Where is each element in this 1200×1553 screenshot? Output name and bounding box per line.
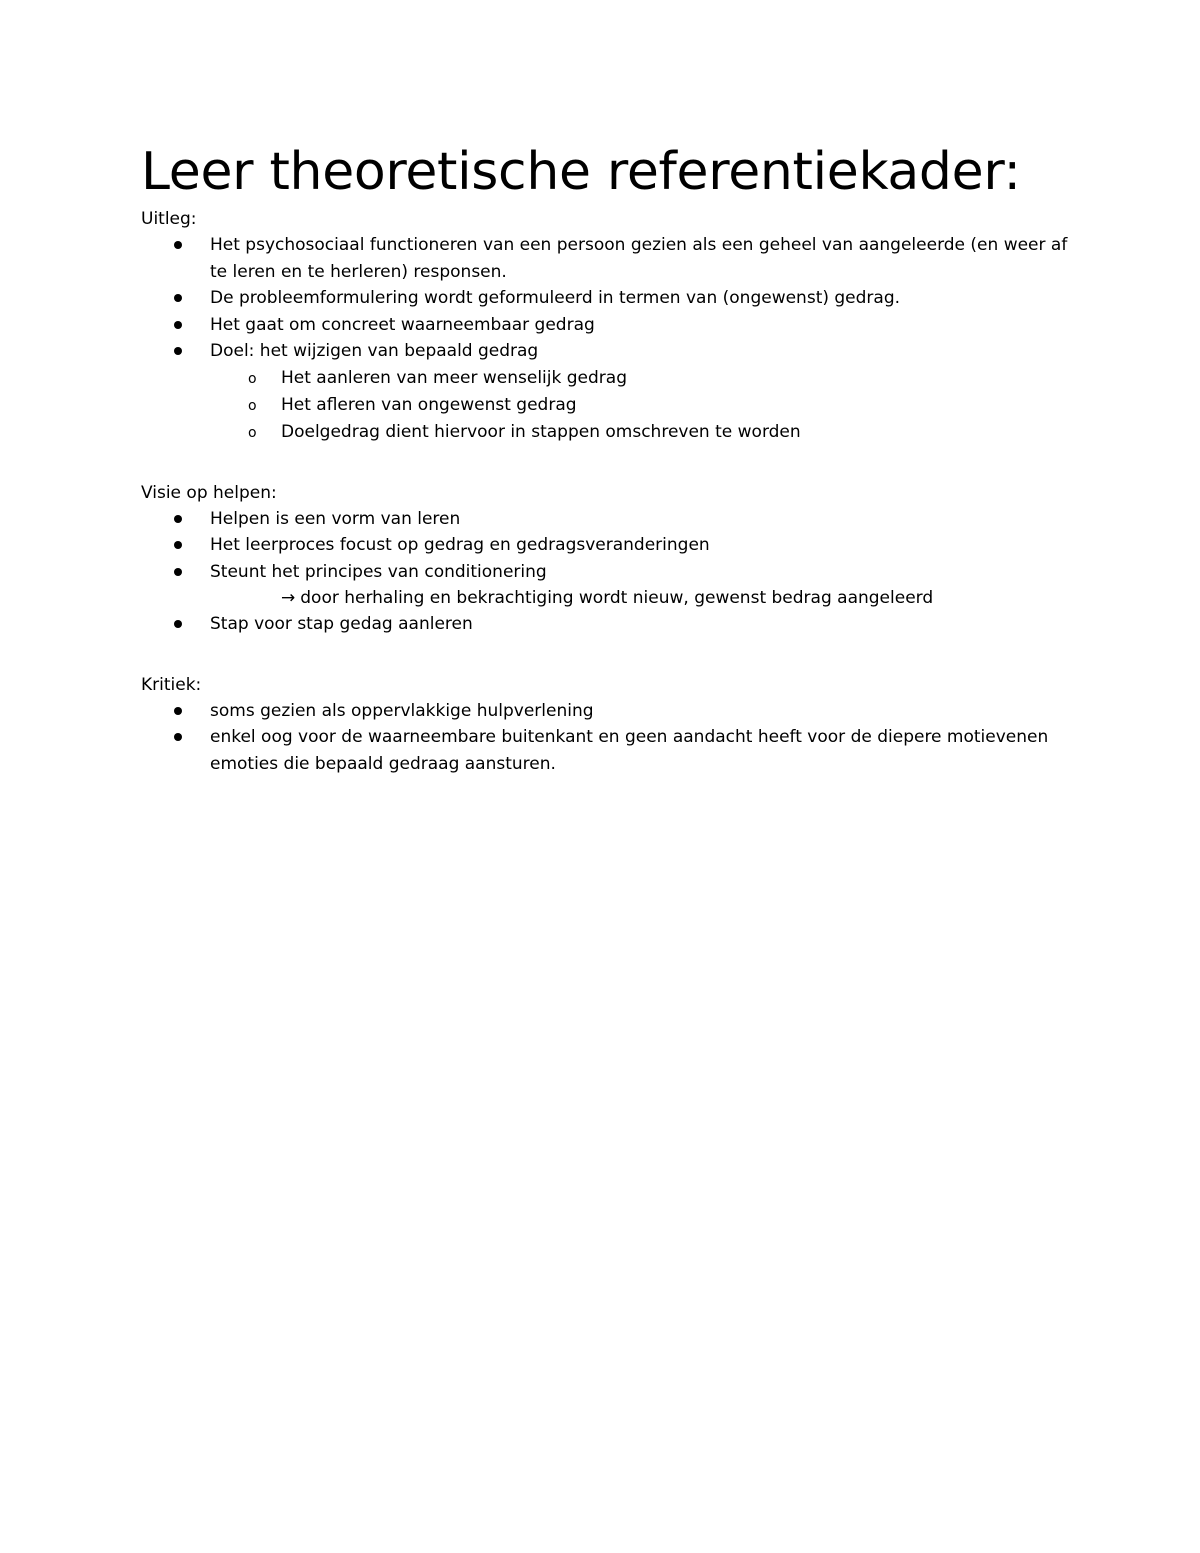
list-item-text: Het gaat om concreet waarneembaar gedrag bbox=[210, 314, 595, 335]
list-item bbox=[141, 506, 1070, 533]
document-title: Leer theoretische referentiekader: bbox=[141, 142, 1021, 202]
bullet-icon bbox=[174, 321, 182, 329]
section-visie-op-helpen bbox=[141, 480, 1081, 638]
list-item-text: Helpen is een vorm van leren bbox=[210, 508, 461, 529]
list-item bbox=[141, 611, 1070, 638]
list-item bbox=[141, 724, 1070, 777]
bullet-icon bbox=[174, 620, 182, 628]
bullet-icon bbox=[174, 294, 182, 302]
section-label-uitleg: Uitleg: bbox=[141, 209, 197, 229]
list-item-text: Doel: het wijzigen van bepaald gedrag bbox=[210, 341, 539, 361]
list-item bbox=[141, 285, 1070, 312]
sub-bullet-icon: o bbox=[248, 397, 257, 414]
list-item bbox=[141, 559, 1070, 586]
section-spacer bbox=[141, 446, 1081, 480]
section-spacer bbox=[141, 638, 1081, 672]
bullet-list-visie bbox=[141, 506, 1081, 638]
list-item-text: Het psychosociaal functioneren van een persoon gezien als een geheel van aangeleerde (en weer af te leren en te herleren) responsen. bbox=[210, 235, 1068, 282]
section-kritiek bbox=[141, 672, 1081, 778]
bullet-icon bbox=[174, 541, 182, 549]
list-item-text: Steunt het principes van conditionering bbox=[210, 561, 547, 582]
list-item bbox=[141, 698, 1070, 725]
sub-list-item bbox=[141, 365, 1081, 392]
list-item bbox=[141, 532, 1070, 559]
sub-list-item bbox=[141, 392, 1081, 419]
sub-list-item-text: Het aanleren van meer wenselijk gedrag bbox=[281, 367, 627, 388]
list-item-text: Stap voor stap gedag aanleren bbox=[210, 614, 473, 634]
list-item-text: De probleemformulering wordt geformuleerd in termen van (ongewenst) gedrag. bbox=[210, 288, 901, 308]
sub-bullet-icon: o bbox=[248, 370, 257, 387]
sub-bullet-icon: o bbox=[248, 424, 257, 441]
sub-list-item-text: Doelgedrag dient hiervoor in stappen omschreven te worden bbox=[281, 421, 801, 442]
bullet-list-uitleg bbox=[141, 232, 1081, 446]
sub-list-item-text: Het afleren van ongewenst gedrag bbox=[281, 394, 577, 415]
section-label-visie: Visie op helpen: bbox=[141, 482, 277, 503]
list-item bbox=[141, 312, 1070, 339]
bullet-list-kritiek bbox=[141, 698, 1081, 778]
sub-list-item bbox=[141, 419, 1081, 446]
section-uitleg bbox=[141, 206, 1081, 446]
bullet-icon bbox=[174, 515, 182, 523]
section-label-kritiek: Kritiek: bbox=[141, 674, 202, 695]
arrow-note-text: door herhaling en bekrachtiging wordt nieuw, gewenst bedrag aangeleerd bbox=[300, 588, 934, 608]
list-item-text: soms gezien als oppervlakkige hulpverlening bbox=[210, 700, 594, 721]
list-item-text: enkel oog voor de waarneembare buitenkant en geen aandacht heeft voor de diepere motievenen emoties die bepaald gedraag aansturen. bbox=[210, 727, 1049, 774]
bullet-icon bbox=[174, 347, 182, 355]
list-item-text: Het leerproces focust op gedrag en gedragsveranderingen bbox=[210, 535, 710, 555]
bullet-icon bbox=[174, 733, 182, 741]
list-item bbox=[141, 338, 1070, 365]
list-item bbox=[141, 232, 1070, 285]
bullet-icon bbox=[174, 241, 182, 249]
arrow-note bbox=[141, 585, 1081, 611]
arrow-right-icon: → bbox=[281, 588, 296, 608]
bullet-icon bbox=[174, 568, 182, 576]
bullet-icon bbox=[174, 707, 182, 715]
document-page bbox=[141, 140, 1081, 777]
